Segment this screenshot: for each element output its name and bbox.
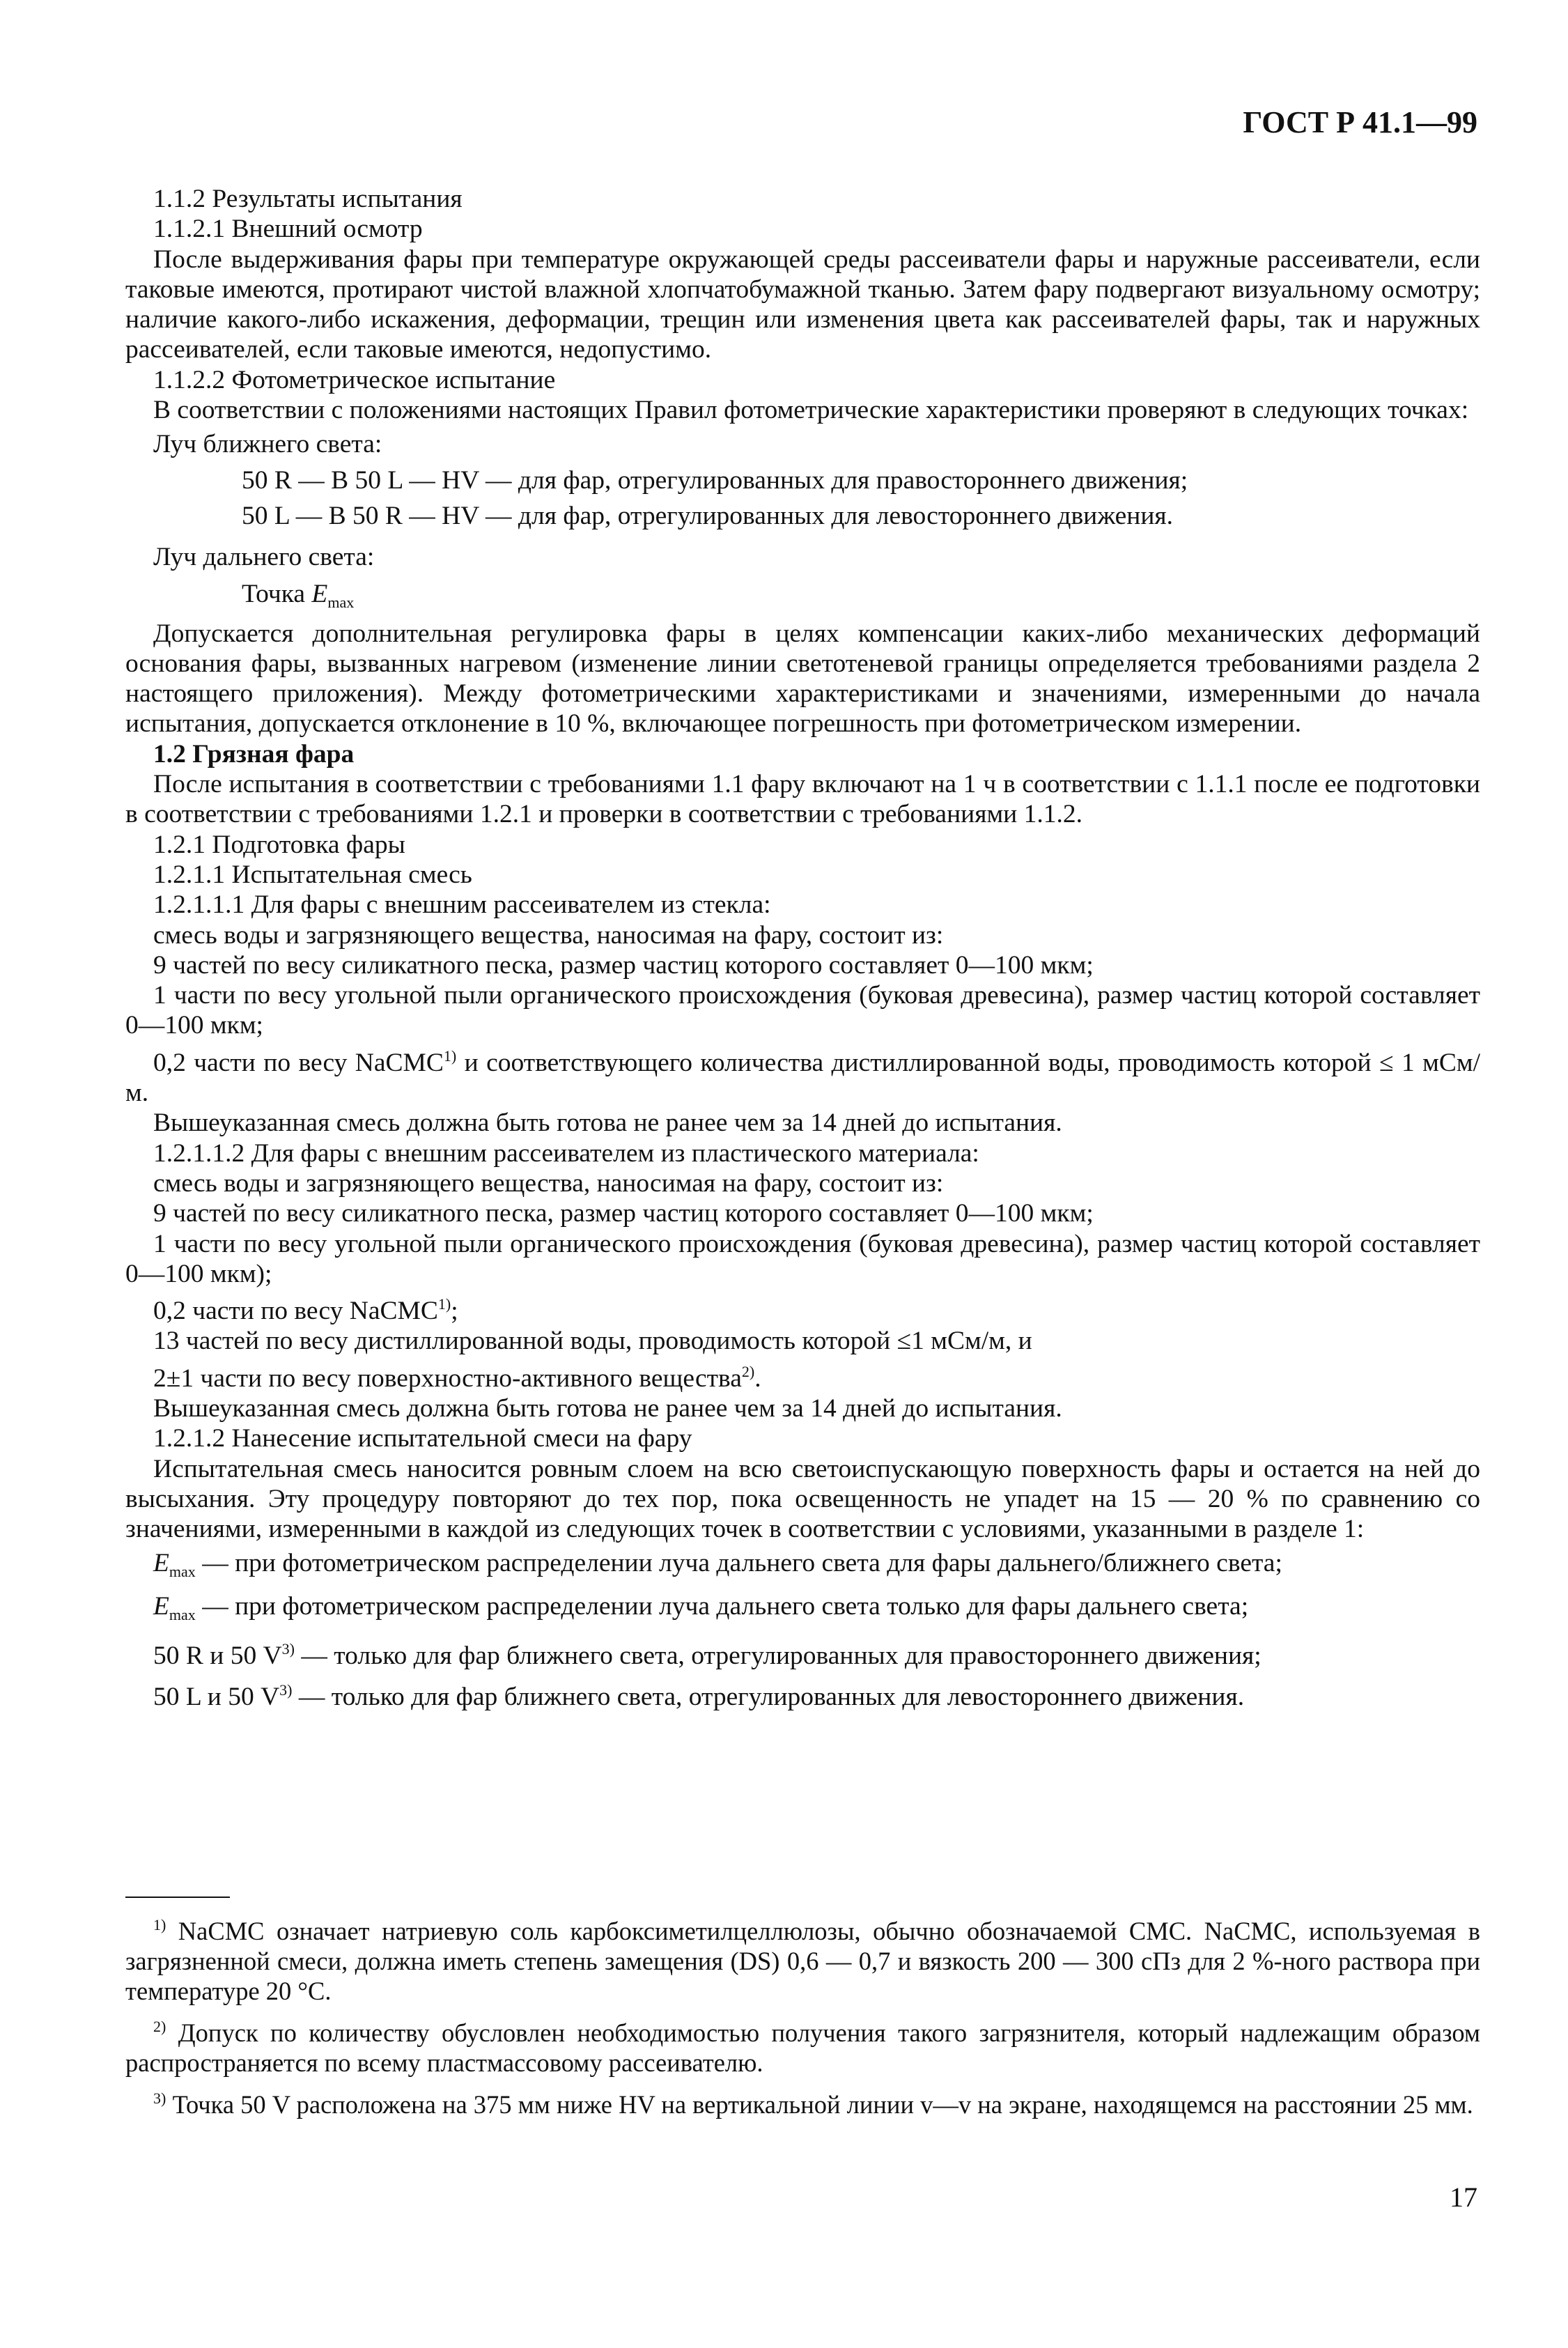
max-subscript: max [169, 1563, 196, 1581]
footnote-ref-1: 1) [443, 1046, 457, 1065]
item-plastic-surfactant-rest: . [754, 1364, 761, 1393]
max-subscript: max [327, 593, 355, 611]
item-plastic-surfactant-text: 2±1 части по весу поверхностно-активного вещества [153, 1364, 742, 1393]
item-plastic-water: 13 частей по весу дистиллированной воды, проводимость которой ≤1 мСм/м, и [153, 1327, 1032, 1356]
point-prefix: Точка [242, 579, 312, 608]
footnote-3-text: Точка 50 V расположена на 375 мм ниже HV на вертикальной линии v—v на экране, находящемся на расстоянии 25 мм. [166, 2090, 1473, 2119]
low-beam-right-traffic-points: 50 R — B 50 L — HV — для фар, отрегулированных для правостороннего движения; [242, 465, 1188, 495]
item-plastic-lens-heading: 1.2.1.1.2 Для фары с внешним рассеивателем из пластического материала: [153, 1138, 979, 1168]
footnote-ref-2: 2) [741, 1362, 755, 1380]
e-symbol: E [311, 579, 328, 608]
subsection-heading-applying-mixture: 1.2.1.2 Нанесение испытательной смеси на фару [153, 1424, 692, 1453]
footnotes [125, 1910, 1480, 2125]
footnote-1-mark: 1) [153, 1916, 166, 1933]
high-beam-label: Луч дальнего света: [153, 543, 375, 572]
condition-50l-50v-points: 50 L и 50 V [153, 1683, 280, 1712]
condition-emax-high-beam-text: — при фотометрическом распределении луча дальнего света только для фары дальнего света; [195, 1591, 1249, 1621]
condition-50r-50v [125, 1634, 1480, 1671]
item-glass-sand: 9 частей по весу силикатного песка, размер частиц которого составляет 0—100 мкм; [153, 950, 1094, 980]
footnote-2 [125, 2011, 1480, 2078]
footnote-3-mark: 3) [153, 2090, 166, 2107]
subsection-heading-photometric-test: 1.1.2.2 Фотометрическое испытание [153, 365, 556, 394]
low-beam-left-traffic-points: 50 L — B 50 R — HV — для фар, отрегулированных для левостороннего движения. [242, 501, 1174, 530]
footnote-ref-3: 3) [281, 1640, 295, 1658]
item-plastic-nacmc-text: 0,2 части по весу NaCMC [153, 1297, 438, 1326]
item-glass-lens-heading: 1.2.1.1.1 Для фары с внешним рассеивателем из стекла: [153, 890, 771, 920]
page-number: 17 [1450, 2181, 1477, 2213]
subsection-heading-visual-inspection: 1.1.2.1 Внешний осмотр [153, 215, 423, 244]
item-plastic-nacmc-rest: ; [451, 1297, 458, 1326]
condition-emax-dual-beam-text: — при фотометрическом распределении луча дальнего света для фары дальнего/ближнего света; [195, 1549, 1282, 1578]
footnote-1-text: NaCMC означает натриевую соль карбоксиметилцеллюлозы, обычно обозначаемой CMC. NaCMC, используемая в загрязненной смеси, должна иметь степень замещения (DS) 0,6 — 0,7 и вязкость 200 — 300 сПз для 2 %-ного раствора при температуре 20 °С. [125, 1917, 1480, 2005]
subsection-heading-test-mixture: 1.2.1.1 Испытательная смесь [153, 860, 472, 889]
max-subscript: max [169, 1605, 196, 1623]
section-heading-dirty-headlamp: 1.2 Грязная фара [153, 739, 355, 768]
footnote-3 [125, 2083, 1480, 2119]
e-symbol: E [153, 1549, 169, 1578]
e-symbol: E [153, 1591, 169, 1621]
item-glass-mixture-age: Вышеуказанная смесь должна быть готова не ранее чем за 14 дней до испытания. [153, 1109, 1062, 1138]
footnote-divider [125, 1897, 230, 1898]
low-beam-label: Луч ближнего света: [153, 430, 382, 459]
paragraph-photometric-points: В соответствии с положениями настоящих Правил фотометрические характеристики проверяют в следующих точках: [153, 396, 1469, 425]
item-glass-nacmc-text: 0,2 части по весу NaCMC [153, 1048, 444, 1077]
footnote-2-mark: 2) [153, 2018, 166, 2035]
footnote-1 [125, 1910, 1480, 2006]
subsection-heading-results: 1.1.2 Результаты испытания [153, 185, 463, 213]
item-plastic-surfactant [125, 1357, 1480, 1393]
item-plastic-nacmc [125, 1289, 1480, 1326]
item-glass-charcoal: 1 части по весу угольной пыли органического происхождения (буковая древесина), размер частиц которой составляет 0—100 мкм; [125, 981, 1480, 1040]
footnote-2-text: Допуск по количеству обусловлен необходимостью получения такого загрязнителя, который надлежащим образом распространяется по всему пластмассовому рассеивателю. [125, 2018, 1480, 2077]
item-glass-mixture-intro: смесь воды и загрязняющего вещества, наносимая на фару, состоит из: [153, 920, 944, 950]
footnote-ref-3: 3) [279, 1681, 293, 1699]
item-plastic-mixture-age: Вышеуказанная смесь должна быть готова не ранее чем за 14 дней до испытания. [153, 1393, 1062, 1423]
subsection-heading-headlamp-preparation: 1.2.1 Подготовка фары [153, 830, 405, 859]
condition-50r-50v-points: 50 R и 50 V [153, 1642, 282, 1671]
document-body [125, 184, 1480, 1717]
condition-emax-high-beam [125, 1591, 1480, 1630]
item-glass-nacmc [125, 1041, 1480, 1109]
paragraph-additional-adjustment: Допускается дополнительная регулировка фары в целях компенсации каких-либо механических деформаций основания фары, вызванных нагревом (изменение линии светотеневой границы определяется требованиями раздела 2 настоящего приложения). Между фотометрическими характеристиками и значениями, измеренными до начала испытания, допускается отклонение в 10 %, включающее погрешность при фотометрическом измерении. [125, 619, 1480, 739]
high-beam-point-emax [125, 578, 1480, 619]
item-plastic-charcoal: 1 части по весу угольной пыли органического происхождения (буковая древесина), размер частиц которой составляет 0—100 мкм); [125, 1229, 1480, 1288]
condition-50r-50v-text: — только для фар ближнего света, отрегулированных для правостороннего движения; [295, 1642, 1262, 1671]
item-glass-nacmc-rest: и соответствующего количества дистиллированной воды, проводимость которой ≤ 1 мСм/м. [125, 1048, 1480, 1108]
paragraph-visual-inspection: После выдерживания фары при температуре окружающей среды рассеиватели фары и наружные рассеиватели, если таковые имеются, протирают чистой влажной хлопчатобумажной тканью. Затем фару подвергают визуальному осмотру; наличие какого-либо искажения, деформации, трещин или изменения цвета как рассеивателей фары, так и наружных рассеивателей, если таковые имеются, недопустимо. [125, 245, 1480, 364]
item-plastic-sand: 9 частей по весу силикатного песка, размер частиц которого составляет 0—100 мкм; [153, 1199, 1094, 1228]
condition-50l-50v [125, 1675, 1480, 1712]
condition-emax-dual-beam [125, 1548, 1480, 1586]
paragraph-applying-mixture: Испытательная смесь наносится ровным слоем на всю светоиспускающую поверхность фары и остается на ней до высыхания. Эту процедуру повторяют до тех пор, пока освещенность не упадет на 15 — 20 % по сравнению со значениями, измеренными в каждой из следующих точек в соответствии с условиями, указанными в разделе 1: [125, 1454, 1480, 1544]
condition-50l-50v-text: — только для фар ближнего света, отрегулированных для левостороннего движения. [292, 1683, 1245, 1712]
paragraph-dirty-headlamp-procedure: После испытания в соответствии с требованиями 1.1 фару включают на 1 ч в соответствии с 1.1.1 после ее подготовки в соответствии с требованиями 1.2.1 и проверки в соответствии с требованиями 1.1.2. [125, 770, 1480, 829]
page-header-standard-code: ГОСТ Р 41.1—99 [1243, 105, 1477, 139]
footnote-ref-1: 1) [437, 1295, 451, 1313]
item-plastic-mixture-intro: смесь воды и загрязняющего вещества, наносимая на фару, состоит из: [153, 1168, 944, 1198]
